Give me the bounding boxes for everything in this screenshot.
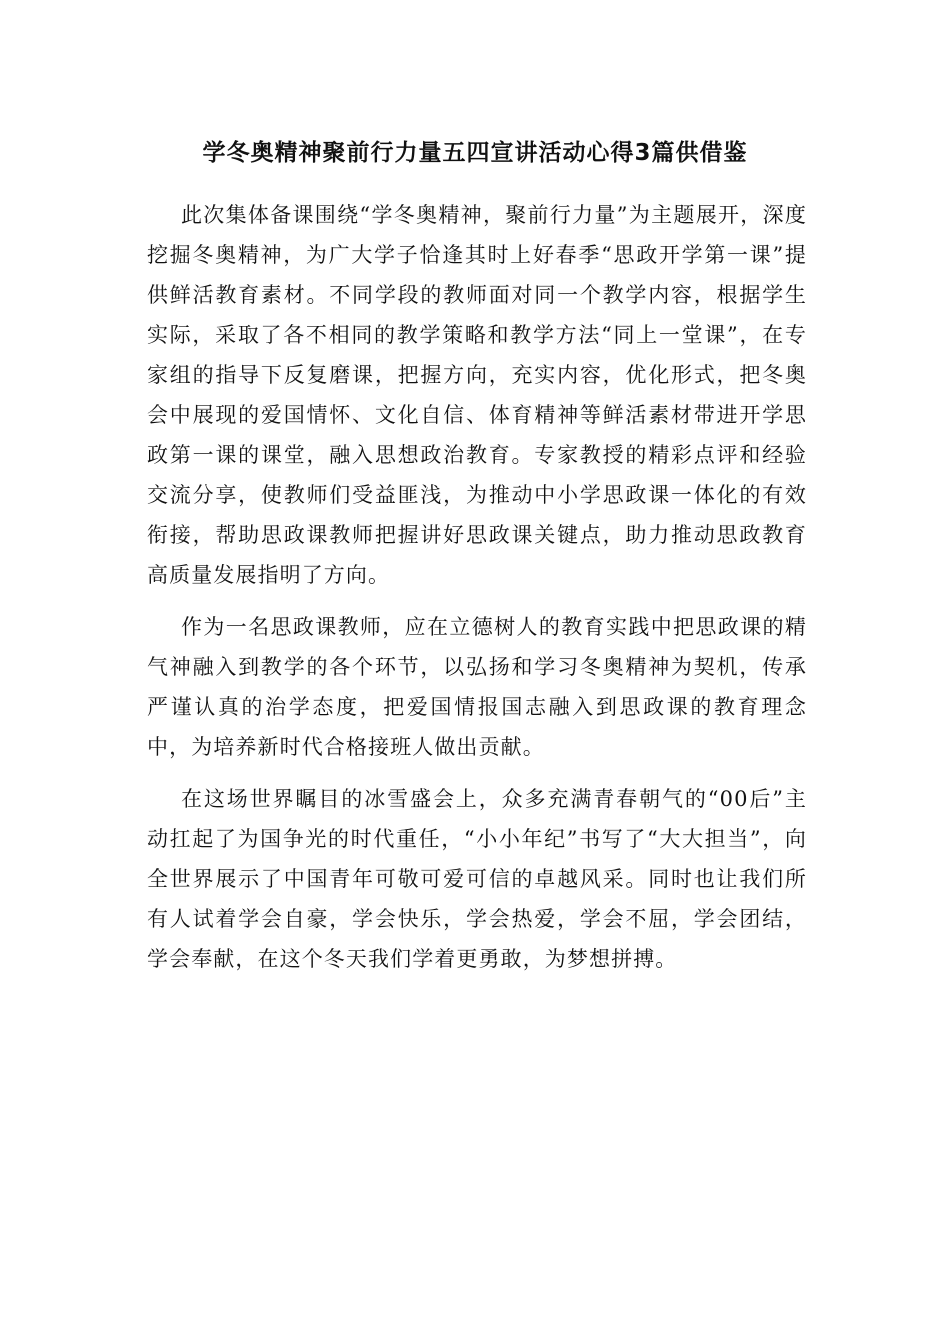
paragraph-2: 作为一名思政课教师，应在立德树人的教育实践中把思政课的精气神融入到教学的各个环节，以弘扬和学习冬奥精神为契机，传承严谨认真的治学态度，把爱国情报国志融入到思政课的教育理念中，为培养新时代合格接班人做出贡献。 xyxy=(147,615,807,759)
document-body xyxy=(147,195,807,979)
paragraph-1: 此次集体备课围绕“学冬奥精神，聚前行力量”为主题展开，深度挖掘冬奥精神，为广大学子恰逢其时上好春季“思政开学第一课”提供鲜活教育素材。不同学段的教师面对同一个教学内容，根据学生实际，采取了各不相同的教学策略和教学方法“同上一堂课”，在专家组的指导下反复磨课，把握方向，充实内容，优化形式，把冬奥会中展现的爱国情怀、文化自信、体育精神等鲜活素材带进开学思政第一课的课堂，融入思想政治教育。专家教授的精彩点评和经验交流分享，使教师们受益匪浅，为推动中小学思政课一体化的有效衔接，帮助思政课教师把握讲好思政课关键点，助力推动思政教育高质量发展指明了方向。 xyxy=(147,203,807,587)
document-title: 学冬奥精神聚前行力量五四宣讲活动心得3篇供借鉴 xyxy=(202,140,748,166)
paragraph-3: 在这场世界瞩目的冰雪盛会上，众多充满青春朝气的“00后”主动扛起了为国争光的时代重任，“小小年纪”书写了“大大担当”，向全世界展示了中国青年可敬可爱可信的卓越风采。同时也让我们所有人试着学会自豪，学会快乐，学会热爱，学会不屈，学会团结，学会奉献，在这个冬天我们学着更勇敢，为梦想拼搏。 xyxy=(147,787,807,971)
